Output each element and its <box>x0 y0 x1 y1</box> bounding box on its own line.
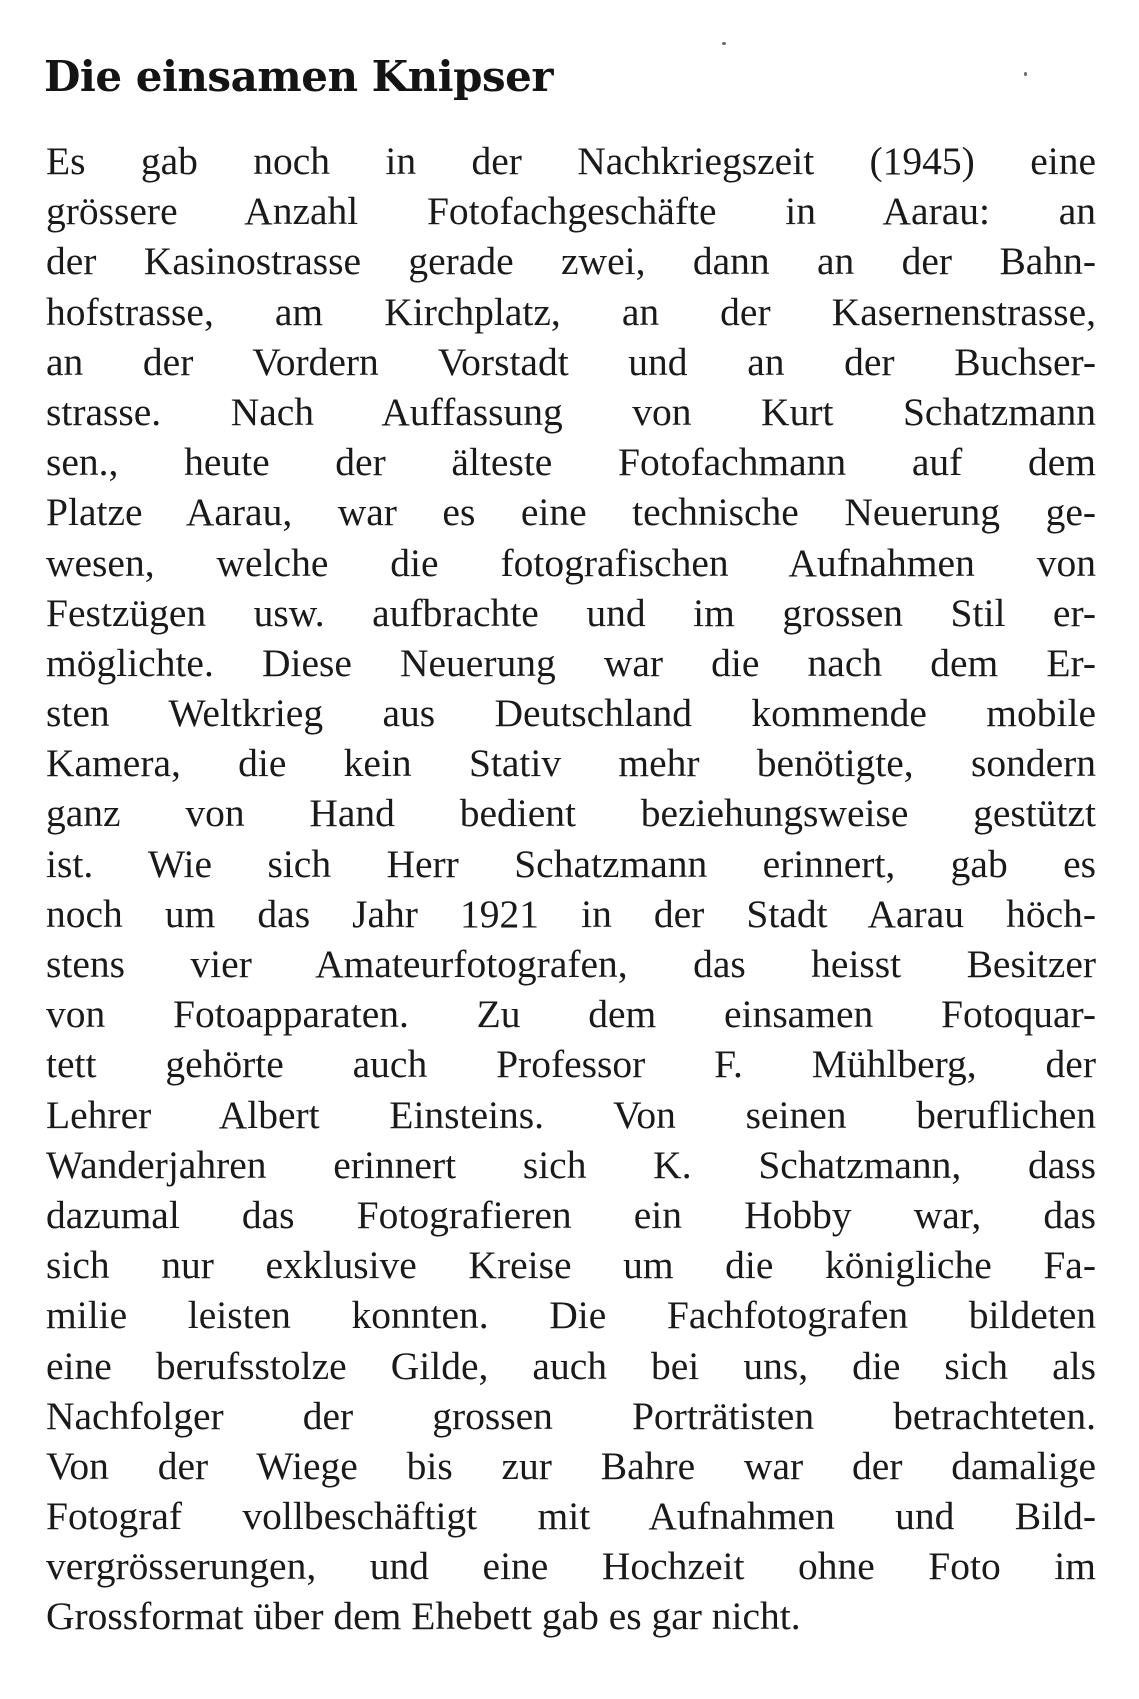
text-line: noch um das Jahr 1921 in der Stadt Aarau höch- <box>46 891 1096 936</box>
text-line: wesen, welche die fotografischen Aufnahmen von <box>46 540 1096 585</box>
text-line: strasse. Nach Auffassung von Kurt Schatzmann <box>46 389 1096 434</box>
text-line: tett gehörte auch Professor F. Mühlberg, der <box>46 1042 1096 1087</box>
text-line: milie leisten konnten. Die Fachfotografen bildeten <box>46 1293 1096 1338</box>
text-line: dazumal das Fotografieren ein Hobby war, das <box>46 1192 1096 1237</box>
text-line: hofstrasse, am Kirchplatz, an der Kasernenstrasse, <box>46 289 1096 334</box>
text-line: Festzügen usw. aufbrachte und im grossen Stil er- <box>46 590 1096 635</box>
text-line: Wanderjahren erinnert sich K. Schatzmann, dass <box>46 1142 1096 1187</box>
article-body <box>46 136 1096 1642</box>
text-line: sich nur exklusive Kreise um die königliche Fa- <box>46 1243 1096 1288</box>
print-speck <box>1024 72 1027 76</box>
text-line: Platze Aarau, war es eine technische Neuerung ge- <box>46 490 1096 535</box>
text-line: eine berufsstolze Gilde, auch bei uns, die sich als <box>46 1343 1096 1388</box>
text-line: der Kasinostrasse gerade zwei, dann an der Bahn- <box>46 239 1096 284</box>
text-line: sen., heute der älteste Fotofachmann auf dem <box>46 440 1096 485</box>
article-headline: Die einsamen Knipser <box>44 52 553 101</box>
text-line: Grossformat über dem Ehebett gab es gar nicht. <box>46 1594 801 1639</box>
text-line: ist. Wie sich Herr Schatzmann erinnert, gab es <box>46 841 1096 886</box>
text-line: möglichte. Diese Neuerung war die nach dem Er- <box>46 640 1096 685</box>
text-line: vergrösserungen, und eine Hochzeit ohne Foto im <box>46 1544 1096 1589</box>
text-line: Es gab noch in der Nachkriegszeit (1945) eine <box>46 139 1096 183</box>
text-line: ganz von Hand bedient beziehungsweise gestützt <box>46 791 1096 836</box>
text-line: an der Vordern Vorstadt und an der Buchser- <box>46 339 1096 384</box>
text-line: Lehrer Albert Einsteins. Von seinen beruflichen <box>46 1092 1096 1137</box>
text-line: stens vier Amateurfotografen, das heisst Besitzer <box>46 942 1096 986</box>
text-line: sten Weltkrieg aus Deutschland kommende mobile <box>46 691 1096 736</box>
text-line: Kamera, die kein Stativ mehr benötigte, sondern <box>46 741 1096 786</box>
text-line: Fotograf vollbeschäftigt mit Aufnahmen und Bild- <box>46 1494 1096 1539</box>
text-line: Nachfolger der grossen Porträtisten betrachteten. <box>46 1393 1096 1438</box>
text-line: von Fotoapparaten. Zu dem einsamen Fotoquar- <box>46 992 1096 1037</box>
print-speck <box>722 42 726 45</box>
text-line: grössere Anzahl Fotofachgeschäfte in Aarau: an <box>46 189 1096 234</box>
text-line: Von der Wiege bis zur Bahre war der damalige <box>46 1443 1096 1488</box>
